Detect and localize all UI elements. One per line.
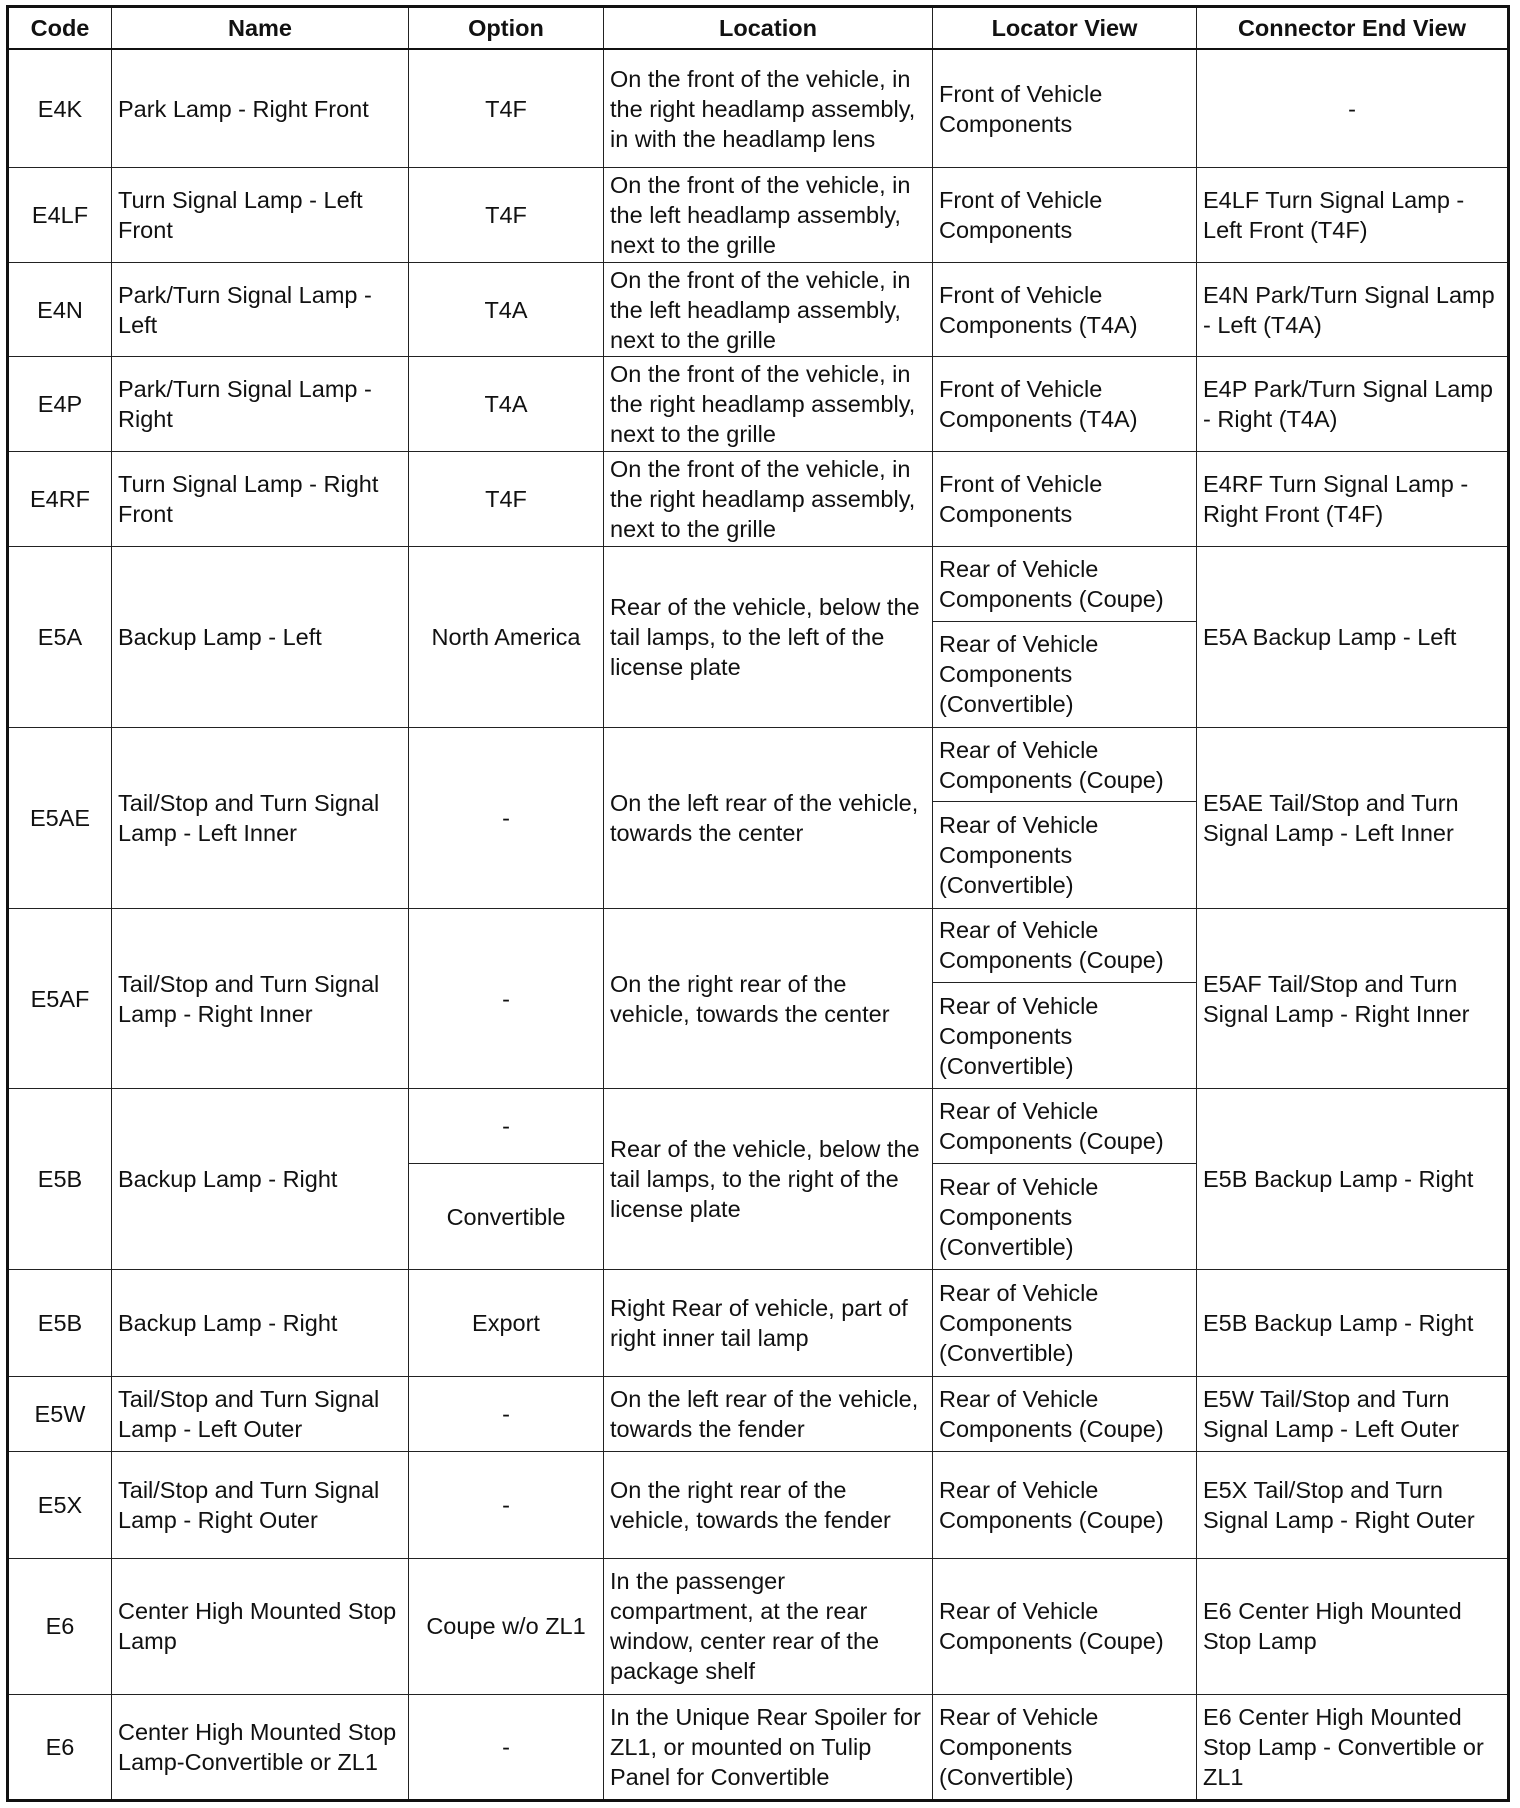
option-cell: T4F [409, 168, 604, 263]
connector-end-view-cell: E5B Backup Lamp - Right [1197, 1270, 1509, 1376]
table-row [8, 1270, 1509, 1376]
name-cell: Tail/Stop and Turn Signal Lamp - Right Inner [112, 908, 409, 1089]
connector-end-view-cell: E5AE Tail/Stop and Turn Signal Lamp - Left Inner [1197, 727, 1509, 908]
name-cell: Tail/Stop and Turn Signal Lamp - Right Outer [112, 1452, 409, 1558]
connector-end-view-cell: E4LF Turn Signal Lamp - Left Front (T4F) [1197, 168, 1509, 263]
name-cell: Backup Lamp - Left [112, 546, 409, 727]
code-cell: E4LF [8, 168, 112, 263]
name-cell: Tail/Stop and Turn Signal Lamp - Left Inner [112, 727, 409, 908]
connector-end-view-cell: E4RF Turn Signal Lamp - Right Front (T4F) [1197, 451, 1509, 546]
location-cell: On the front of the vehicle, in the left headlamp assembly, next to the grille [604, 262, 933, 357]
header-name: Name [112, 7, 409, 50]
name-cell: Park Lamp - Right Front [112, 49, 409, 168]
location-cell: On the front of the vehicle, in the right headlamp assembly, next to the grille [604, 451, 933, 546]
location-cell: On the left rear of the vehicle, towards the center [604, 727, 933, 908]
connector-end-view-cell: E5X Tail/Stop and Turn Signal Lamp - Right Outer [1197, 1452, 1509, 1558]
header-code: Code [8, 7, 112, 50]
connector-end-view-cell: E5W Tail/Stop and Turn Signal Lamp - Left Outer [1197, 1376, 1509, 1452]
table-row [8, 546, 1509, 621]
location-cell: On the front of the vehicle, in the right headlamp assembly, next to the grille [604, 357, 933, 452]
location-cell: On the right rear of the vehicle, towards the center [604, 908, 933, 1089]
table-row [8, 262, 1509, 357]
connector-end-view-cell: E5B Backup Lamp - Right [1197, 1089, 1509, 1270]
locator-view-coupe-cell: Rear of Vehicle Components (Coupe) [933, 1089, 1197, 1164]
option-cell: T4F [409, 451, 604, 546]
location-cell: Rear of the vehicle, below the tail lamps, to the left of the license plate [604, 546, 933, 727]
locator-view-cell: Rear of Vehicle Components (Coupe) [933, 1452, 1197, 1558]
code-cell: E4P [8, 357, 112, 452]
locator-view-convertible-cell: Rear of Vehicle Components (Convertible) [933, 621, 1197, 727]
table-row [8, 451, 1509, 546]
header-locator-view: Locator View [933, 7, 1197, 50]
name-cell: Center High Mounted Stop Lamp [112, 1558, 409, 1694]
connector-end-view-cell: - [1197, 49, 1509, 168]
name-cell: Turn Signal Lamp - Left Front [112, 168, 409, 263]
option-cell: - [409, 1452, 604, 1558]
option-coupe-cell: - [409, 1089, 604, 1164]
header-row [8, 7, 1509, 50]
table-row [8, 168, 1509, 263]
option-convertible-cell: Convertible [409, 1164, 604, 1270]
code-cell: E5AE [8, 727, 112, 908]
location-cell: Rear of the vehicle, below the tail lamps, to the right of the license plate [604, 1089, 933, 1270]
header-option: Option [409, 7, 604, 50]
location-cell: In the Unique Rear Spoiler for ZL1, or mounted on Tulip Panel for Convertible [604, 1694, 933, 1800]
table-row [8, 908, 1509, 983]
locator-view-convertible-cell: Rear of Vehicle Components (Convertible) [933, 983, 1197, 1089]
name-cell: Backup Lamp - Right [112, 1270, 409, 1376]
table-row [8, 1376, 1509, 1452]
locator-view-convertible-cell: Rear of Vehicle Components (Convertible) [933, 1164, 1197, 1270]
locator-view-convertible-cell: Rear of Vehicle Components (Convertible) [933, 802, 1197, 908]
option-cell: T4F [409, 49, 604, 168]
name-cell: Park/Turn Signal Lamp - Right [112, 357, 409, 452]
option-cell: North America [409, 546, 604, 727]
table-row [8, 727, 1509, 802]
code-cell: E5A [8, 546, 112, 727]
code-cell: E4RF [8, 451, 112, 546]
connector-end-view-cell: E4N Park/Turn Signal Lamp - Left (T4A) [1197, 262, 1509, 357]
code-cell: E6 [8, 1558, 112, 1694]
connector-end-view-cell: E6 Center High Mounted Stop Lamp [1197, 1558, 1509, 1694]
location-cell: On the front of the vehicle, in the left headlamp assembly, next to the grille [604, 168, 933, 263]
name-cell: Turn Signal Lamp - Right Front [112, 451, 409, 546]
code-cell: E5W [8, 1376, 112, 1452]
option-cell: T4A [409, 262, 604, 357]
table-row [8, 1089, 1509, 1164]
locator-view-cell: Front of Vehicle Components [933, 168, 1197, 263]
table-row [8, 357, 1509, 452]
code-cell: E5B [8, 1270, 112, 1376]
connector-end-view-cell: E5A Backup Lamp - Left [1197, 546, 1509, 727]
connector-end-view-cell: E6 Center High Mounted Stop Lamp - Convertible or ZL1 [1197, 1694, 1509, 1800]
connector-end-view-cell: E5AF Tail/Stop and Turn Signal Lamp - Right Inner [1197, 908, 1509, 1089]
locator-view-coupe-cell: Rear of Vehicle Components (Coupe) [933, 546, 1197, 621]
locator-view-cell: Rear of Vehicle Components (Convertible) [933, 1270, 1197, 1376]
option-cell: - [409, 1694, 604, 1800]
locator-view-cell: Front of Vehicle Components [933, 49, 1197, 168]
table-row [8, 1452, 1509, 1558]
option-cell: - [409, 1376, 604, 1452]
option-cell: T4A [409, 357, 604, 452]
locator-view-cell: Rear of Vehicle Components (Coupe) [933, 1376, 1197, 1452]
code-cell: E6 [8, 1694, 112, 1800]
connector-end-view-cell: E4P Park/Turn Signal Lamp - Right (T4A) [1197, 357, 1509, 452]
table-row [8, 49, 1509, 168]
location-cell: On the left rear of the vehicle, towards the fender [604, 1376, 933, 1452]
locator-view-coupe-cell: Rear of Vehicle Components (Coupe) [933, 727, 1197, 802]
table-row [8, 1694, 1509, 1800]
locator-view-coupe-cell: Rear of Vehicle Components (Coupe) [933, 908, 1197, 983]
code-cell: E5X [8, 1452, 112, 1558]
option-cell: - [409, 727, 604, 908]
name-cell: Backup Lamp - Right [112, 1089, 409, 1270]
locator-view-cell: Rear of Vehicle Components (Coupe) [933, 1558, 1197, 1694]
header-connector-end-view: Connector End View [1197, 7, 1509, 50]
locator-view-cell: Front of Vehicle Components (T4A) [933, 262, 1197, 357]
location-cell: Right Rear of vehicle, part of right inner tail lamp [604, 1270, 933, 1376]
locator-view-cell: Rear of Vehicle Components (Convertible) [933, 1694, 1197, 1800]
location-cell: In the passenger compartment, at the rear window, center rear of the package shelf [604, 1558, 933, 1694]
name-cell: Tail/Stop and Turn Signal Lamp - Left Outer [112, 1376, 409, 1452]
component-locator-table [6, 5, 1510, 1802]
code-cell: E5B [8, 1089, 112, 1270]
code-cell: E4K [8, 49, 112, 168]
option-cell: Export [409, 1270, 604, 1376]
code-cell: E5AF [8, 908, 112, 1089]
table-row [8, 1558, 1509, 1694]
code-cell: E4N [8, 262, 112, 357]
option-cell: - [409, 908, 604, 1089]
location-cell: On the right rear of the vehicle, towards the fender [604, 1452, 933, 1558]
locator-view-cell: Front of Vehicle Components [933, 451, 1197, 546]
location-cell: On the front of the vehicle, in the right headlamp assembly, in with the headlamp lens [604, 49, 933, 168]
locator-view-cell: Front of Vehicle Components (T4A) [933, 357, 1197, 452]
header-location: Location [604, 7, 933, 50]
name-cell: Center High Mounted Stop Lamp-Convertible or ZL1 [112, 1694, 409, 1800]
name-cell: Park/Turn Signal Lamp - Left [112, 262, 409, 357]
option-cell: Coupe w/o ZL1 [409, 1558, 604, 1694]
